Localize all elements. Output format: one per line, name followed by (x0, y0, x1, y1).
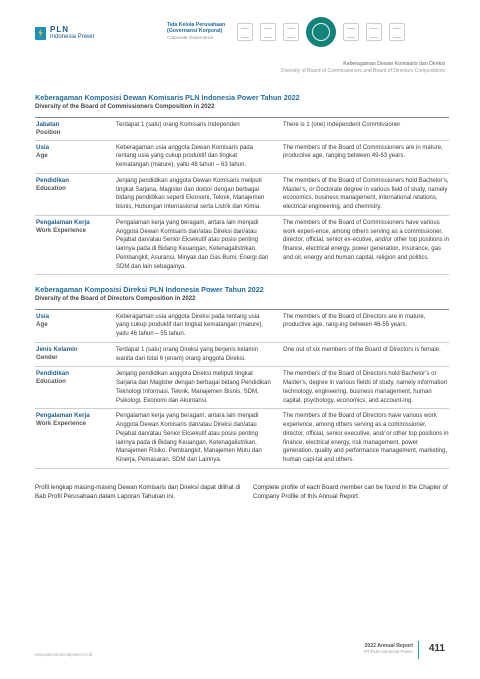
row-text-id: Jenjang pendidikan anggota Direksi meliputi tingkat Sarjana dan Magister dengan berbagai bidang Pendidikan Teknologi Informasi, Teknik, Manajemen Bisnis, SDM, Psikologi, Ekonomi dan Akuntansi. (116, 371, 271, 404)
bod-table (35, 309, 449, 469)
row-label-en: Age (36, 320, 48, 328)
page-footer (35, 640, 445, 660)
page-header (0, 0, 480, 74)
row-label-en: Age (36, 151, 48, 159)
boc-title: Keberagaman Komposisi Dewan Komisaris PLN Indonesia Power Tahun 2022 (35, 93, 300, 102)
row-text-id: Pengalaman kerja yang beragam, antara lain menjadi Anggota Dewan Komisaris dan/atau Direksi dan/atau Pejabat dan/atau Senior Eksekutif atau posisi penting lainnya pada di Bidang Keuangan, Ketenagalistrikan, Manajemen Risiko, Pembangkit, Manajemen Mutu dan Kinerja, Pemasaran, SDM dan Lainnya. (116, 413, 262, 464)
row-label: Usia (36, 143, 50, 151)
row-text-id: Keberagaman usia anggota Dewan Komisaris pada rentang usia yang cukup produktif dan tingkat kematangan (mature), yaitu 48 tahun – 63 tahun. (116, 144, 254, 169)
row-text-en: The members of the Board of Directors have various work experience, among others serving as a commissioner, director, official, senior executive, and/ or other top positions in finance, electrical energy, risk management, power generation, quality and performance management, marketing, human capi-tal and others. (283, 413, 449, 464)
chapter-title (167, 23, 225, 40)
people-icon[interactable] (283, 23, 299, 41)
running-title-id: Keberagaman Dewan Komisaris dan Direksi (343, 61, 445, 67)
row-text-en: The members of the Board of Commissioners have various work experi-ence, among others serving as a commissioner, director, official, senior ex-ecutive, and/or other top positions in finance, electrical energy, power generation, insurance, gas and oil, energy and human capital, religion and politics. (283, 219, 449, 261)
company-logo (35, 26, 95, 40)
row-text-en: The members of the Board of Commissioners hold Bachelor’s, Master’s, or Doctorate degree in various field of study, namely economics, business management, international relations, electrical engineering, and chemistry. (283, 177, 449, 211)
row-label-en: Education (36, 378, 66, 386)
row-text-id: Jenjang pendidikan anggota Dewan Komisaris meliputi tingkat Sarjana, Magister dan doktor dengan berbagai bidang pendidikan seperti Ekonomi, Teknik, Manajemen bisnis, Hubungan Internasional serta Listrik dan Kimia. (116, 177, 265, 211)
row-label: Pengalaman Kerja (36, 218, 90, 226)
table-row (35, 174, 449, 216)
report-company: PT PLN Indonesia Power (363, 649, 413, 655)
row-text-en: The members of the Board of Commissioners are in mature, productive age, ranging between 49-63 years. (283, 144, 443, 160)
row-label: Pendidikan (36, 176, 70, 184)
row-label-en: Work Experience (36, 227, 87, 234)
logo-subtitle: Indonesia Power (50, 34, 95, 40)
building-icon[interactable] (260, 23, 276, 41)
profile-note-en: Complete profile of each Board member can be found in the Chapter of Company Profile of this Annual Report. (253, 484, 448, 500)
running-title-en: Diversity of Board of Commissioners and Board of Directors Compositions (281, 67, 445, 74)
row-label-en: Work Experience (36, 420, 87, 428)
leaf-icon[interactable] (366, 23, 382, 41)
bod-title: Keberagaman Komposisi Direksi PLN Indonesia Power Tahun 2022 (35, 285, 264, 294)
table-row (35, 118, 449, 141)
bod-section (35, 286, 449, 469)
row-label-en: Gender (36, 353, 58, 361)
table-row (35, 367, 449, 409)
chapter-nav (237, 17, 405, 47)
table-row (35, 216, 449, 276)
profile-note (35, 484, 449, 502)
row-text-en: One out of six members of the Board of Directors is female. (283, 346, 441, 353)
table-row (35, 409, 449, 469)
chapter-title-en: Corporate Governance (167, 34, 214, 40)
row-text-id: Terdapat 1 (satu) orang Direksi yang berjenis kelamin wanita dari total 6 (enam) orang anggota Direksi. (116, 346, 259, 362)
table-row (35, 310, 449, 343)
footer-divider (418, 641, 419, 659)
website-link[interactable]: www.plnindonesiapower.co.id (35, 652, 93, 657)
row-label: Usia (36, 312, 50, 320)
row-text-id: Pengalaman kerja yang beragam, antara lain menjadi Anggota Dewan Komisaris dan/atau Direksi dan/atau Pejabat dan/atau Senior Eksekutif atau posisi penting lainnya pada di Bidang Keuangan, Ketenagalistrikan, Pembangkit, Asuransi, Minyak dan Gas Bumi, Energi dan SDM dan lain sebagainya. (116, 219, 269, 270)
row-text-id: Keberagaman usia anggota Direksi pada rentang usia yang cukup produktif dan tingkat kematangan (mature), yaitu 46 tahun – 55 tahun. (116, 313, 264, 338)
report-icon[interactable] (237, 23, 253, 41)
profile-note-id: Profil lengkap masing-masing Dewan Komisaris dan Direksi dapat dilihat di Bab Profil Perusahaan dalam Laporan Tahunan ini. (35, 484, 241, 500)
report-label (364, 643, 413, 655)
row-label-en: Position (36, 128, 61, 136)
report-title: 2022 Annual Report (364, 643, 413, 649)
row-label: Pengalaman Kerja (36, 412, 90, 420)
row-label: Pendidikan (36, 370, 70, 378)
chapter-title-line2: (Governansi Korporat) (167, 27, 223, 34)
row-label: Jabatan (36, 120, 60, 128)
chapter-title-line1: Tata Kelola Perusahaan (167, 22, 226, 28)
table-row (35, 141, 449, 174)
running-title (281, 61, 445, 74)
row-label: Jenis Kelamin (36, 345, 78, 353)
chart-icon[interactable] (389, 23, 405, 41)
governance-icon[interactable] (306, 17, 336, 47)
table-row (35, 343, 449, 368)
row-text-en: There is 1 (one) Independent Commissioner (283, 121, 401, 128)
row-text-en: The members of the Board of Directors are in mature, productive age, rang-ing between 46-55 years. (283, 313, 426, 329)
page-number: 411 (428, 643, 445, 654)
pln-logo-icon (35, 27, 46, 40)
boc-subtitle: Diversity of the Board of Commissioners Composition in 2022 (35, 102, 215, 110)
row-label-en: Education (36, 185, 66, 192)
row-text-id: Terdapat 1 (satu) orang Komisaris Independen (116, 121, 240, 128)
bod-subtitle: Diversity of the Board of Directors Composition in 2022 (35, 294, 196, 302)
boc-table (35, 117, 449, 276)
row-text-en: The members of the Board of Directors hold Bachelor’s or Master’s, degree in various fields of study, namely information technology, engineering, business management, human capital, psychology, economics, and account-ing. (283, 371, 448, 404)
logo-name: PLN (50, 25, 69, 34)
shield-icon[interactable] (343, 23, 359, 41)
boc-section (35, 94, 449, 275)
